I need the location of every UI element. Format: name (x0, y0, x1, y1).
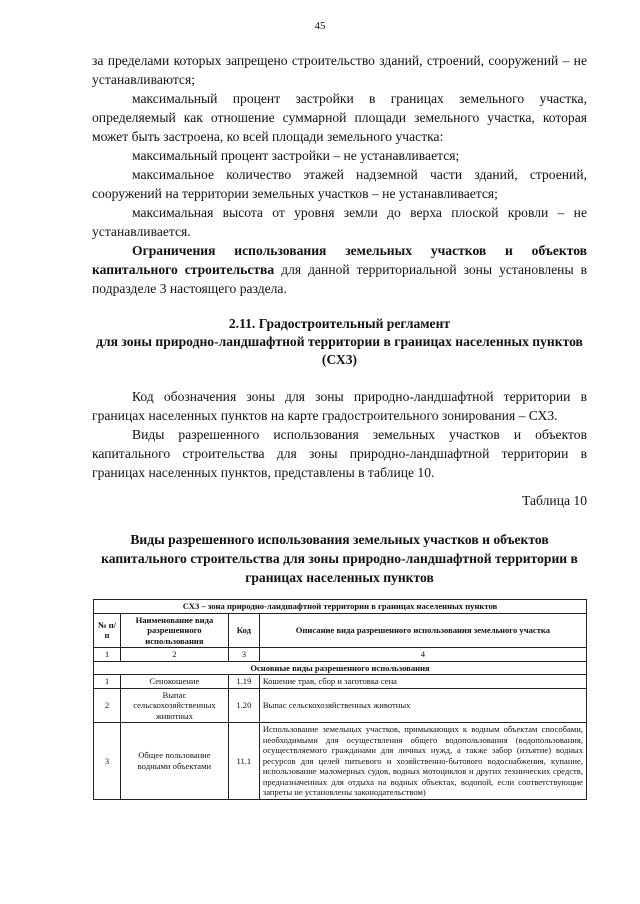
paragraph: максимальное количество этажей надземной части зданий, строений, сооружений на территории земельных участков – не устанавливается; (92, 167, 587, 201)
section-heading (92, 315, 587, 369)
section-heading-line1: 2.11. Градостроительный регламент (228, 316, 451, 331)
row-name: Общее пользование водными объектами (120, 723, 228, 800)
row-code: 11.1 (228, 723, 259, 800)
row-code: 1.20 (228, 688, 259, 723)
paragraph: максимальный процент застройки – не устанавливается; (132, 148, 460, 163)
restrictions-rest: для данной территориальной зоны установлены в подразделе 3 настоящего раздела. (92, 262, 587, 296)
header-cell: Описание вида разрешенного использования земельного участка (259, 613, 586, 648)
table-row (94, 723, 587, 800)
row-name: Выпас сельскохозяйственных животных (120, 688, 228, 723)
col-number-cell: 4 (259, 648, 586, 662)
table-title: Виды разрешенного использования земельных участков и объектов капитального строительства для зоны природно-ландшафтной территории в границах населенных пунктов (101, 532, 578, 585)
col-number-cell: 3 (228, 648, 259, 662)
paragraph: Код обозначения зоны для зоны природно-ландшафтной территории в границах населенных пунктов на карте градостроительного зонирования – СХ3. (92, 389, 587, 423)
section-heading-line2: для зоны природно-ландшафтной территории в границах населенных пунктов (СХ3) (96, 334, 583, 367)
table-section-row (94, 661, 587, 675)
row-code: 1.19 (228, 675, 259, 689)
row-number: 3 (94, 723, 121, 800)
table-header-row (94, 613, 587, 648)
restrictions-paragraph (92, 241, 587, 298)
col-number-cell: 1 (94, 648, 121, 662)
page-number: 45 (314, 20, 326, 32)
table-row (94, 675, 587, 689)
col-number-cell: 2 (120, 648, 228, 662)
section-cell: Основные виды разрешенного использования (94, 661, 587, 675)
table-zone-row (94, 600, 587, 614)
header-cell: № п/п (94, 613, 121, 648)
permitted-use-table (93, 599, 587, 800)
header-cell: Наименование вида разрешенного использования (120, 613, 228, 648)
row-description: Кошение трав, сбор и заготовка сена (259, 675, 586, 689)
row-name: Сенокошение (120, 675, 228, 689)
row-description: Выпас сельскохозяйственных животных (259, 688, 586, 723)
restrictions-bold: Ограничения использования земельных участков и объектов капитального строительства (92, 243, 587, 277)
paragraph: Виды разрешенного использования земельных участков и объектов капитального строительства для зоны природно-ландшафтной территории в границах населенных пунктов, представлены в таблице 10. (92, 427, 587, 480)
table-row (94, 688, 587, 723)
body-text-bottom (92, 387, 587, 482)
body-text-top (92, 51, 587, 298)
table-label: Таблица 10 (522, 493, 587, 508)
paragraph: максимальная высота от уровня земли до верха плоской кровли – не устанавливается. (92, 205, 587, 239)
paragraph: максимальный процент застройки в границах земельного участка, определяемый как отношение суммарной площади земельного участка, которая может быть застроена, ко всей площади земельного участка: (92, 91, 587, 144)
paragraph: за пределами которых запрещено строительство зданий, строений, сооружений – не устанавливаются; (92, 53, 587, 87)
zone-cell: СХ3 – зона природно-ландшафтной территории в границах населенных пунктов (94, 600, 587, 614)
row-number: 2 (94, 688, 121, 723)
row-number: 1 (94, 675, 121, 689)
header-cell: Код (228, 613, 259, 648)
row-description: Использование земельных участков, примыкающих к водным объектам способами, необходимыми для осуществления общего водопользования (водопользования, осуществляемого гражданами для личных нужд, а также забор (изъятие) водных ресурсов для целей питьевого и хозяйственно-бытового водоснабжения, купание, использование маломерных судов, водных мотоциклов и других технических средств, предназначенных для отдыха на водных объектах, водопой, если соответствующие запреты не установлены законодательством) (259, 723, 586, 800)
column-number-row (94, 648, 587, 662)
